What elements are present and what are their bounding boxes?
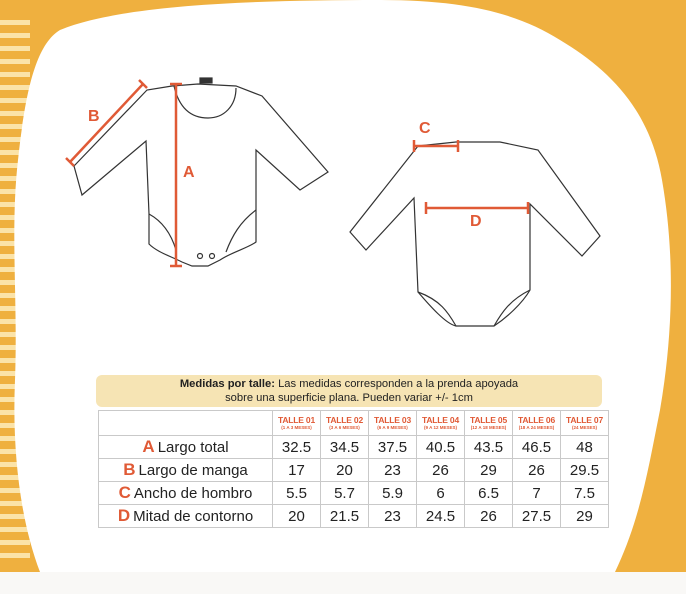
header-size-7: TALLE 07 (24 MESES) [561,411,609,436]
table-cell: 5.7 [321,482,369,505]
table-cell: 46.5 [513,436,561,459]
measurement-note [96,375,602,407]
header-size-5: TALLE 05 (12 A 18 MESES) [465,411,513,436]
table-cell: 34.5 [321,436,369,459]
dimension-label-d: D [470,213,482,230]
row-label: C Ancho de hombro [99,482,273,505]
table-header-row [99,411,609,436]
table-cell: 43.5 [465,436,513,459]
header-size-3: TALLE 03 (6 A 9 MESES) [369,411,417,436]
size-table [98,410,609,528]
table-cell: 20 [273,505,321,528]
table-cell: 7 [513,482,561,505]
bottom-strip [0,572,686,594]
table-cell: 40.5 [417,436,465,459]
table-cell: 26 [513,459,561,482]
dimension-label-c: C [419,120,431,137]
table-cell: 29.5 [561,459,609,482]
table-cell: 6 [417,482,465,505]
table-row [99,482,609,505]
table-cell: 23 [369,505,417,528]
header-size-4: TALLE 04 (9 A 12 MESES) [417,411,465,436]
table-cell: 20 [321,459,369,482]
table-row [99,436,609,459]
table-cell: 17 [273,459,321,482]
header-size-2: TALLE 02 (3 A 6 MESES) [321,411,369,436]
table-cell: 32.5 [273,436,321,459]
note-title: Medidas por talle: [179,378,275,390]
row-label: A Largo total [99,436,273,459]
table-cell: 27.5 [513,505,561,528]
header-size-6: TALLE 06 (18 A 24 MESES) [513,411,561,436]
table-row [99,459,609,482]
table-cell: 29 [465,459,513,482]
dimension-label-a: A [183,164,195,181]
table-cell: 21.5 [321,505,369,528]
table-cell: 6.5 [465,482,513,505]
header-empty-cell [99,411,273,436]
note-text-line2: sobre una superficie plana. Pueden variar +/- 1cm [225,392,473,404]
table-cell: 26 [465,505,513,528]
table-cell: 5.5 [273,482,321,505]
table-cell: 26 [417,459,465,482]
table-cell: 37.5 [369,436,417,459]
table-cell: 48 [561,436,609,459]
table-cell: 5.9 [369,482,417,505]
table-row [99,505,609,528]
dimension-label-b: B [88,108,100,125]
table-cell: 24.5 [417,505,465,528]
table-cell: 29 [561,505,609,528]
header-size-1: TALLE 01 (1 A 3 MESES) [273,411,321,436]
row-label: B Largo de manga [99,459,273,482]
note-text: Las medidas corresponden a la prenda apoyada [278,378,519,390]
table-cell: 23 [369,459,417,482]
row-label: D Mitad de contorno [99,505,273,528]
table-cell: 7.5 [561,482,609,505]
